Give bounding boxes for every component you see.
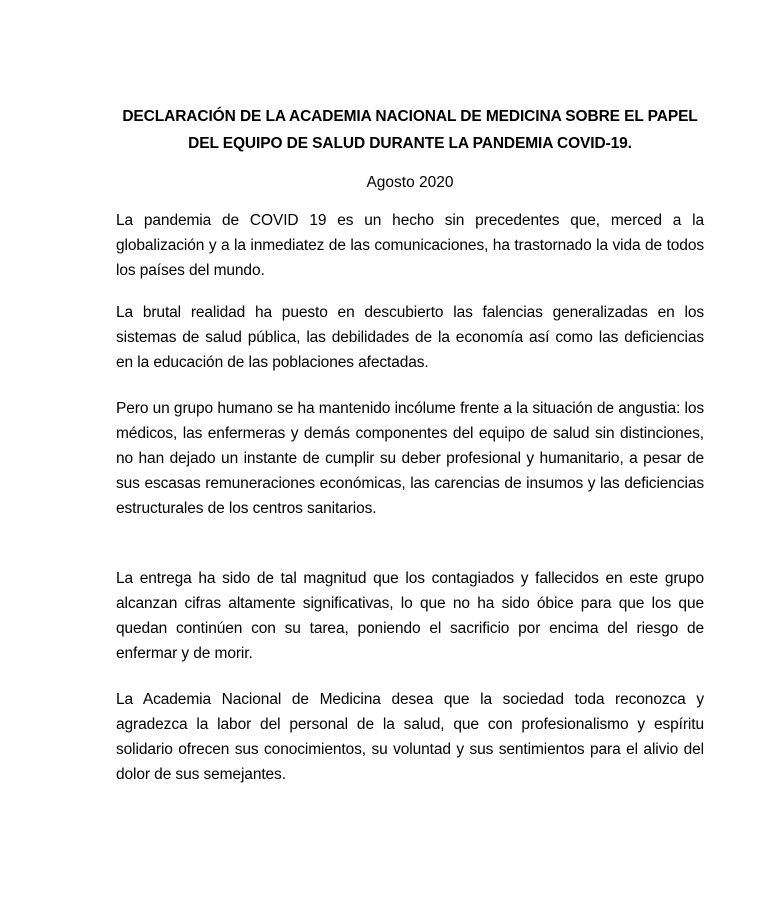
paragraph-1: La pandemia de COVID 19 es un hecho sin precedentes que, merced a la globalización y a la inmediatez de las comunicaciones, ha trastornado la vida de todos los países del mundo. xyxy=(116,212,704,279)
paragraph-5: La Academia Nacional de Medicina desea que la sociedad toda reconozca y agradezca la labor del personal de la salud, que con profesionalismo y espíritu solidario ofrecen sus conocimientos, su voluntad y sus sentimientos para el alivio del dolor de sus semejantes. xyxy=(116,691,704,783)
title-line-1: DECLARACIÓN DE LA ACADEMIA NACIONAL DE MEDICINA SOBRE EL PAPEL xyxy=(122,108,698,125)
paragraph-3: Pero un grupo humano se ha mantenido incólume frente a la situación de angustia: los médicos, las enfermeras y demás componentes del equipo de salud sin distinciones, no han dejado un instante de cumplir su deber profesional y humanitario, a pesar de sus escasas remuneraciones económicas, las carencias de insumos y las deficiencias estructurales de los centros sanitarios. xyxy=(116,400,704,517)
document-date: Agosto 2020 xyxy=(366,174,454,191)
document-title xyxy=(100,103,720,157)
title-line-2: DEL EQUIPO DE SALUD DURANTE LA PANDEMIA COVID-19. xyxy=(188,135,632,152)
paragraph-4: La entrega ha sido de tal magnitud que los contagiados y fallecidos en este grupo alcanzan cifras altamente significativas, lo que no ha sido óbice para que los que quedan continúen con su tarea, poniendo el sacrificio por encima del riesgo de enfermar y de morir. xyxy=(116,570,704,662)
paragraph-2: La brutal realidad ha puesto en descubierto las falencias generalizadas en los sistemas de salud pública, las debilidades de la economía así como las deficiencias en la educación de las poblaciones afectadas. xyxy=(116,304,704,371)
